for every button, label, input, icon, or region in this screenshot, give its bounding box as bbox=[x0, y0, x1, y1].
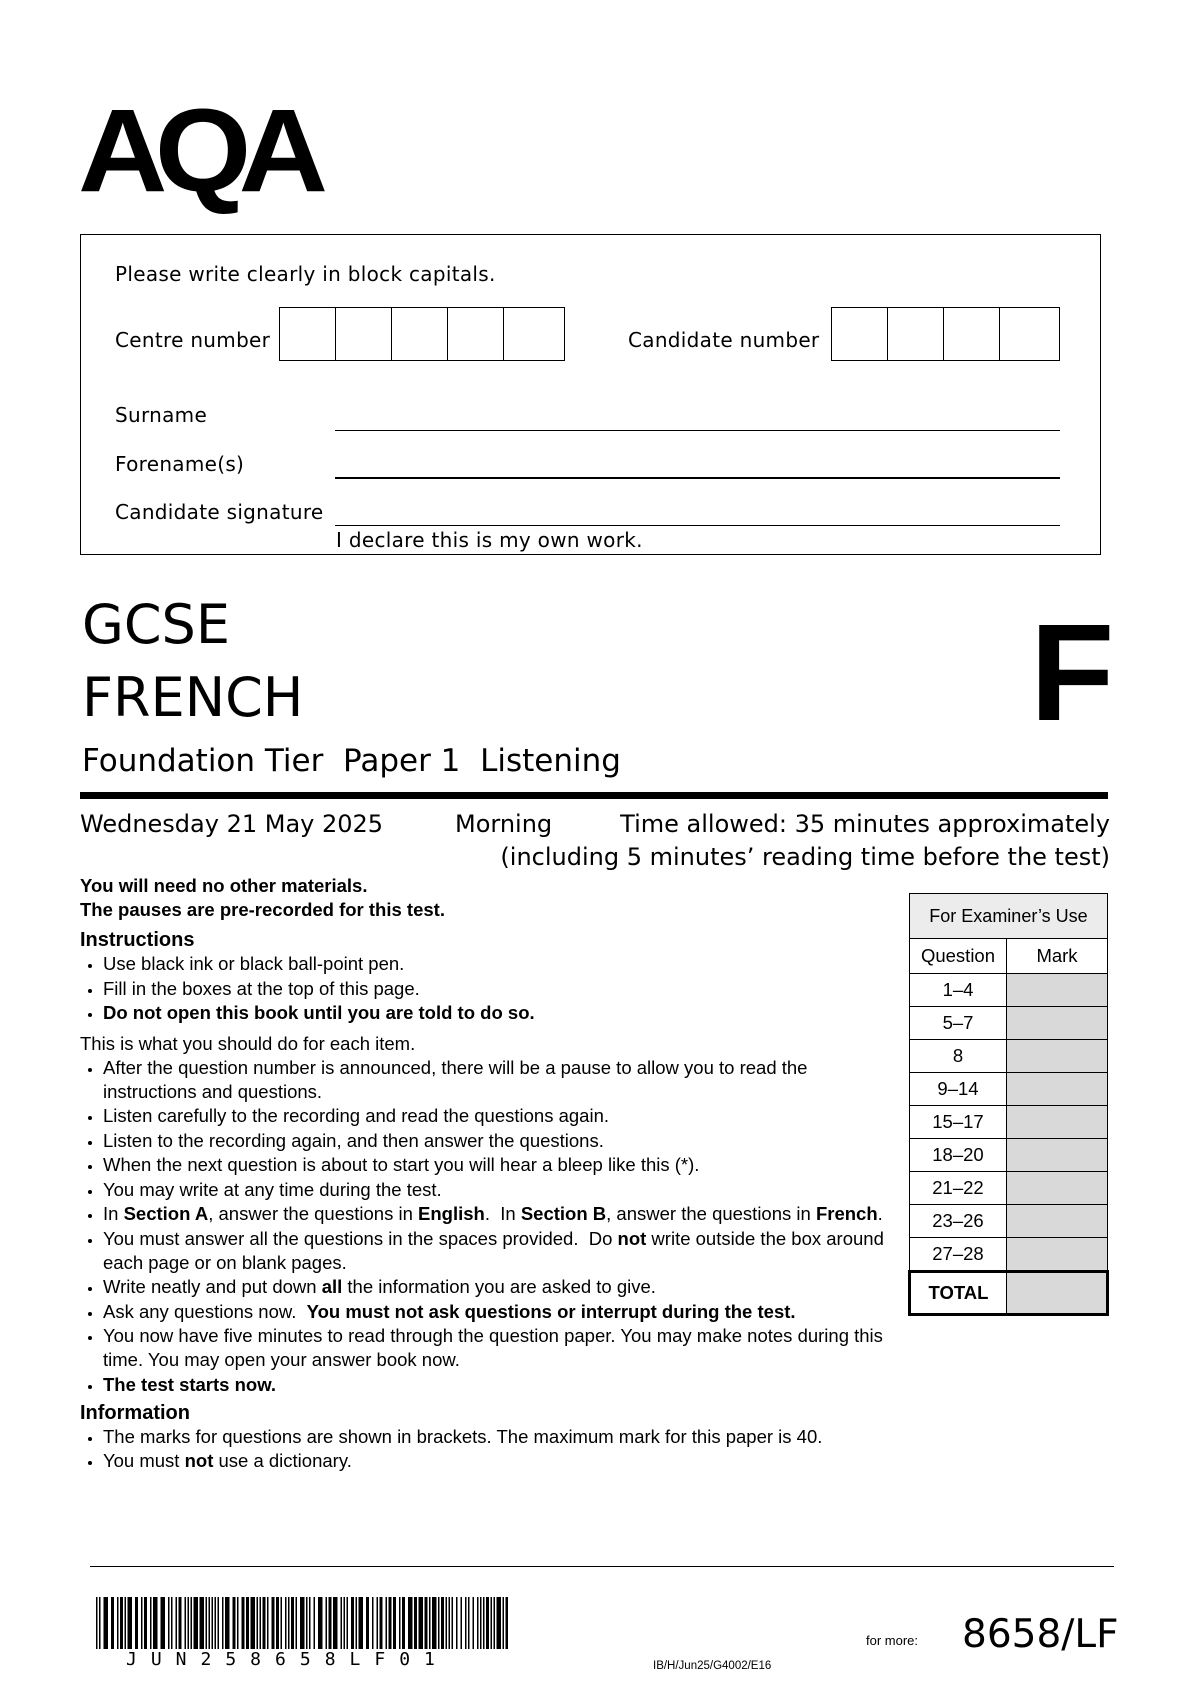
barcode-bar bbox=[456, 1597, 458, 1649]
information-heading: Information bbox=[80, 1401, 190, 1424]
list-item: • Write neatly and put down all the information you are asked to give. bbox=[103, 1275, 900, 1299]
barcode-bar bbox=[222, 1597, 224, 1649]
barcode-bar bbox=[465, 1597, 467, 1649]
mark-cell bbox=[1007, 1172, 1108, 1205]
barcode-bar bbox=[402, 1597, 405, 1649]
barcode-bar bbox=[356, 1597, 358, 1649]
candidate-number-boxes[interactable] bbox=[831, 307, 1060, 361]
barcode-bar bbox=[425, 1597, 428, 1649]
barcode-bar bbox=[419, 1597, 424, 1649]
barcode-bar bbox=[260, 1597, 262, 1649]
list-item: • The test starts now. bbox=[103, 1373, 900, 1397]
barcode-bar bbox=[263, 1597, 266, 1649]
barcode-bar bbox=[399, 1597, 401, 1649]
barcode-bar bbox=[161, 1597, 166, 1649]
barcode-bar bbox=[432, 1597, 437, 1649]
barcode-bar bbox=[117, 1597, 119, 1649]
barcode-bar bbox=[237, 1597, 239, 1649]
barcode-bar bbox=[389, 1597, 392, 1649]
block-capitals-instruction: Please write clearly in block capitals. bbox=[115, 262, 496, 286]
question-range: 15–17 bbox=[910, 1106, 1007, 1139]
barcode-bar bbox=[486, 1597, 489, 1649]
centre-digit-box[interactable] bbox=[448, 308, 504, 360]
signature-line[interactable] bbox=[335, 525, 1060, 526]
mark-cell bbox=[1007, 1139, 1108, 1172]
question-range: 8 bbox=[910, 1040, 1007, 1073]
forename-label: Forename(s) bbox=[115, 452, 245, 476]
list-item: • You must not use a dictionary. bbox=[103, 1449, 900, 1473]
barcode-bar bbox=[408, 1597, 413, 1649]
exam-date: Wednesday 21 May 2025 bbox=[80, 810, 384, 838]
barcode-bar bbox=[128, 1597, 133, 1649]
examiner-use-table bbox=[908, 893, 1109, 1316]
mark-cell bbox=[1007, 1106, 1108, 1139]
mark-cell bbox=[1007, 974, 1108, 1007]
barcode-bar bbox=[393, 1597, 396, 1649]
barcode-bar bbox=[318, 1597, 323, 1649]
mark-cell bbox=[1007, 1007, 1108, 1040]
barcode-bar bbox=[347, 1597, 349, 1649]
barcode-bar bbox=[246, 1597, 249, 1649]
barcode-bar bbox=[351, 1597, 354, 1649]
barcode-bar bbox=[429, 1597, 431, 1649]
question-range: 1–4 bbox=[910, 974, 1007, 1007]
list-item: • You must answer all the questions in the spaces provided. Do not write outside the box around each page or on blank pages. bbox=[103, 1227, 900, 1275]
total-label: TOTAL bbox=[910, 1272, 1007, 1315]
forename-line[interactable] bbox=[335, 477, 1060, 479]
barcode-bar bbox=[300, 1597, 305, 1649]
barcode-bar bbox=[452, 1597, 454, 1649]
barcode-bar bbox=[468, 1597, 470, 1649]
barcode-bar bbox=[291, 1597, 294, 1649]
barcode-bar bbox=[449, 1597, 451, 1649]
signature-label: Candidate signature bbox=[115, 500, 324, 524]
barcode-bar bbox=[194, 1597, 199, 1649]
barcode-bar bbox=[144, 1597, 147, 1649]
question-range: 21–22 bbox=[910, 1172, 1007, 1205]
time-allowed: Time allowed: 35 minutes approximately bbox=[620, 810, 1110, 838]
each-item-note: This is what you should do for each item. bbox=[80, 1032, 416, 1054]
centre-number-boxes[interactable] bbox=[279, 307, 565, 361]
barcode-bar bbox=[333, 1597, 338, 1649]
barcode-bar bbox=[497, 1597, 502, 1649]
information-list bbox=[80, 1425, 900, 1474]
barcode-bar bbox=[386, 1597, 388, 1649]
list-item: • You may write at any time during the test. bbox=[103, 1178, 900, 1202]
barcode-bar bbox=[377, 1597, 379, 1649]
barcode-bar bbox=[200, 1597, 205, 1649]
examiner-use-title: For Examiner’s Use bbox=[910, 894, 1108, 939]
mark-cell bbox=[1007, 1040, 1108, 1073]
barcode bbox=[96, 1597, 508, 1649]
list-item: • Fill in the boxes at the top of this page. bbox=[103, 977, 900, 1001]
barcode-bar bbox=[233, 1597, 236, 1649]
mark-cell bbox=[1007, 1238, 1108, 1272]
barcode-bar bbox=[366, 1597, 369, 1649]
question-range: 9–14 bbox=[910, 1073, 1007, 1106]
barcode-bar bbox=[212, 1597, 214, 1649]
barcode-bar bbox=[125, 1597, 127, 1649]
barcode-bar bbox=[185, 1597, 187, 1649]
paper-reference: IB/H/Jun25/G4002/E16 bbox=[653, 1660, 772, 1672]
centre-number-label: Centre number bbox=[115, 328, 271, 352]
barcode-bar bbox=[176, 1597, 178, 1649]
surname-line[interactable] bbox=[335, 430, 1060, 431]
barcode-bar bbox=[141, 1597, 143, 1649]
instructions-list bbox=[80, 952, 900, 1025]
list-item: • In Section A, answer the questions in English. In Section B, answer the questions in French. bbox=[103, 1202, 900, 1226]
barcode-bar bbox=[276, 1597, 279, 1649]
barcode-bar bbox=[99, 1597, 101, 1649]
barcode-bar bbox=[104, 1597, 109, 1649]
centre-digit-box[interactable] bbox=[392, 308, 448, 360]
barcode-bar bbox=[480, 1597, 482, 1649]
centre-digit-box[interactable] bbox=[280, 308, 336, 360]
subject-title: FRENCH bbox=[82, 666, 304, 729]
barcode-bar bbox=[296, 1597, 298, 1649]
qualification-title: GCSE bbox=[82, 593, 230, 656]
barcode-bar bbox=[272, 1597, 275, 1649]
barcode-bar bbox=[503, 1597, 505, 1649]
barcode-bar bbox=[191, 1597, 193, 1649]
reading-time-note: (including 5 minutes’ reading time before the test) bbox=[500, 843, 1110, 871]
barcode-bar bbox=[153, 1597, 158, 1649]
barcode-bar bbox=[326, 1597, 328, 1649]
instructions-block bbox=[80, 874, 900, 1474]
total-mark-cell bbox=[1007, 1272, 1108, 1315]
barcode-bar bbox=[209, 1597, 211, 1649]
barcode-bar bbox=[251, 1597, 256, 1649]
barcode-bar bbox=[215, 1597, 217, 1649]
barcode-bar bbox=[150, 1597, 152, 1649]
barcode-bar bbox=[314, 1597, 316, 1649]
list-item: • Do not open this book until you are told to do so. bbox=[103, 1001, 900, 1025]
barcode-bar bbox=[135, 1597, 138, 1649]
candidate-digit-box[interactable] bbox=[1000, 308, 1056, 360]
barcode-bar bbox=[96, 1597, 98, 1649]
mark-column-header: Mark bbox=[1007, 939, 1108, 974]
barcode-bar bbox=[380, 1597, 383, 1649]
paper-code: 8658/LF bbox=[962, 1612, 1119, 1657]
for-more-label: for more: bbox=[866, 1633, 919, 1648]
list-item: • When the next question is about to start you will hear a bleep like this (*). bbox=[103, 1153, 900, 1177]
list-item: • You now have five minutes to read through the question paper. You may make notes during this time. You may open your answer book now. bbox=[103, 1324, 900, 1372]
centre-digit-box[interactable] bbox=[336, 308, 392, 360]
footer-rule bbox=[90, 1566, 1114, 1567]
barcode-bar bbox=[491, 1597, 493, 1649]
barcode-bar bbox=[359, 1597, 364, 1649]
barcode-bar bbox=[477, 1597, 479, 1649]
barcode-text: JUN258658LF01 bbox=[126, 1649, 449, 1670]
candidate-digit-box[interactable] bbox=[832, 308, 888, 360]
instructions-heading: Instructions bbox=[80, 929, 195, 951]
surname-label: Surname bbox=[115, 403, 208, 427]
barcode-bar bbox=[218, 1597, 220, 1649]
barcode-bar bbox=[288, 1597, 290, 1649]
exam-session: Morning bbox=[455, 810, 553, 838]
barcode-bar bbox=[281, 1597, 283, 1649]
question-column-header: Question bbox=[910, 939, 1007, 974]
declaration-text: I declare this is my own work. bbox=[336, 528, 643, 552]
barcode-bar bbox=[441, 1597, 444, 1649]
candidate-digit-box[interactable] bbox=[944, 308, 1000, 360]
barcode-bar bbox=[171, 1597, 173, 1649]
list-item: • Listen to the recording again, and then answer the questions. bbox=[103, 1129, 900, 1153]
barcode-bar bbox=[242, 1597, 245, 1649]
barcode-bar bbox=[111, 1597, 114, 1649]
barcode-bar bbox=[309, 1597, 311, 1649]
barcode-bar bbox=[372, 1597, 374, 1649]
question-range: 23–26 bbox=[910, 1205, 1007, 1238]
question-range: 27–28 bbox=[910, 1238, 1007, 1272]
barcode-bar bbox=[329, 1597, 332, 1649]
procedure-list bbox=[80, 1056, 900, 1397]
barcode-bar bbox=[438, 1597, 440, 1649]
barcode-bar bbox=[306, 1597, 308, 1649]
pauses-note: The pauses are pre-recorded for this test. bbox=[80, 899, 445, 920]
barcode-bar bbox=[506, 1597, 509, 1649]
list-item: • Use black ink or black ball-point pen. bbox=[103, 952, 900, 976]
barcode-bar bbox=[168, 1597, 170, 1649]
list-item: • Ask any questions now. You must not ask questions or interrupt during the test. bbox=[103, 1300, 900, 1324]
barcode-bar bbox=[267, 1597, 269, 1649]
question-range: 5–7 bbox=[910, 1007, 1007, 1040]
barcode-bar bbox=[461, 1597, 463, 1649]
barcode-bar bbox=[446, 1597, 448, 1649]
list-item: • The marks for questions are shown in brackets. The maximum mark for this paper is 40. bbox=[103, 1425, 900, 1449]
aqa-logo: AQA bbox=[78, 85, 316, 217]
barcode-bar bbox=[414, 1597, 417, 1649]
barcode-bar bbox=[225, 1597, 230, 1649]
list-item: • After the question number is announced, there will be a pause to allow you to read the instructions and questions. bbox=[103, 1056, 900, 1104]
barcode-bar bbox=[473, 1597, 475, 1649]
paper-title: Foundation Tier Paper 1 Listening bbox=[82, 743, 621, 779]
candidate-number-label: Candidate number bbox=[628, 328, 820, 352]
list-item: • Listen carefully to the recording and read the questions again. bbox=[103, 1104, 900, 1128]
heading-rule bbox=[80, 792, 1108, 799]
mark-cell bbox=[1007, 1205, 1108, 1238]
barcode-bar bbox=[494, 1597, 496, 1649]
question-range: 18–20 bbox=[910, 1139, 1007, 1172]
mark-cell bbox=[1007, 1073, 1108, 1106]
centre-digit-box[interactable] bbox=[504, 308, 560, 360]
barcode-bar bbox=[285, 1597, 287, 1649]
barcode-bar bbox=[120, 1597, 123, 1649]
barcode-bar bbox=[188, 1597, 190, 1649]
barcode-bar bbox=[206, 1597, 208, 1649]
candidate-digit-box[interactable] bbox=[888, 308, 944, 360]
tier-letter: F bbox=[1030, 596, 1115, 750]
barcode-bar bbox=[341, 1597, 343, 1649]
barcode-bar bbox=[344, 1597, 346, 1649]
materials-note: You will need no other materials. bbox=[80, 875, 368, 896]
barcode-bar bbox=[483, 1597, 485, 1649]
barcode-bar bbox=[179, 1597, 182, 1649]
barcode-bar bbox=[257, 1597, 259, 1649]
